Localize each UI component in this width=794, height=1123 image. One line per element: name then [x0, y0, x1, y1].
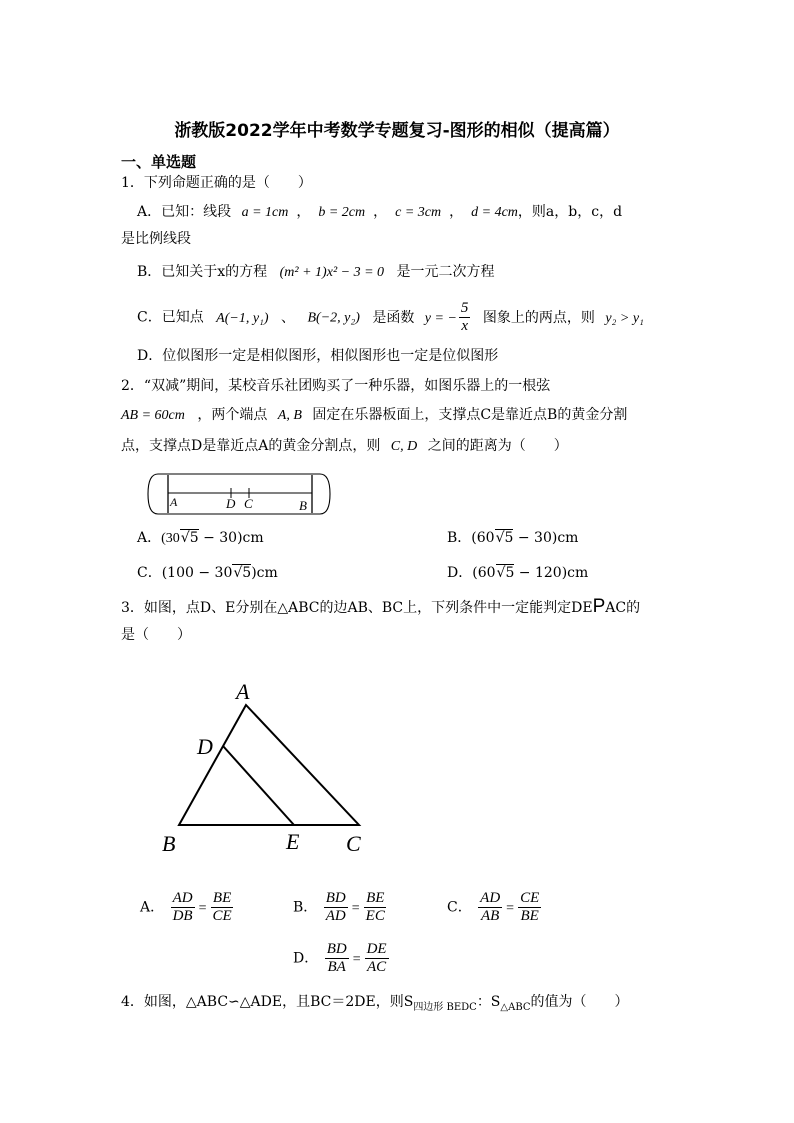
q3-option-c-num1: AD — [480, 890, 501, 906]
q2-option-a-end: − 30)cm — [198, 530, 264, 546]
q1-a-line2: 是比例线段 — [121, 231, 191, 247]
q3-option-d-label: D． — [293, 950, 319, 967]
q1-a-comma: ， — [296, 204, 311, 220]
q2-option-a-radical: √5 — [180, 530, 199, 546]
q1-c-prefix: C．已知点 — [137, 309, 204, 326]
q3-option-d-equals: = — [352, 951, 361, 967]
q1-b-prefix: B．已知关于x的方程 — [137, 264, 268, 280]
q3-option-c-den2: BE — [520, 908, 539, 924]
q3-option-d-frac1 — [325, 941, 349, 976]
q2-option-a-label: A． — [137, 530, 162, 546]
vertex-label-c: C — [346, 831, 361, 856]
q4-text-mid: ：S — [476, 994, 501, 1010]
section-heading: 一、单选题 — [121, 153, 197, 171]
q2-option-b-label: B． — [447, 530, 472, 546]
q3-option-d-num1: BD — [326, 941, 347, 957]
q3-option-a-frac1 — [171, 890, 195, 925]
q2-option-c-radicand: 5 — [242, 565, 252, 581]
q1-c-func-den: x — [461, 318, 468, 334]
q2-line2-end: 固定在乐器板面上，支撑点C是靠近点B的黄金分割 — [312, 407, 628, 423]
q3-option-d-frac2 — [365, 941, 389, 976]
point-label-e: E — [286, 829, 300, 854]
q2-option-b-radical: √5 — [495, 530, 514, 546]
q3-option-b-frac2 — [364, 890, 387, 925]
q3-line1-start: 3．如图，点D、E分别在△ABC的边AB、BC上，下列条件中一定能判定DE — [121, 600, 593, 616]
instrument-label-c: C — [244, 496, 253, 511]
q3-option-a-num1: AD — [172, 890, 193, 906]
parallel-symbol: P — [592, 596, 606, 617]
q1-a-seg1: a = 1cm — [241, 205, 289, 220]
q4-subscript-triangle: △ABC — [500, 1001, 531, 1013]
q1-a-prefix: A．已知：线段 — [137, 204, 232, 220]
q2-option-b-start: (60 — [471, 530, 495, 546]
q3-line1-end: AC的 — [605, 600, 641, 616]
segment-de — [223, 746, 294, 825]
q2-option-b-end: − 30)cm — [513, 530, 579, 546]
q3-option-a-den1: DB — [172, 908, 193, 924]
vertex-label-b: B — [162, 831, 176, 856]
q3-option-d-den1: BA — [327, 959, 346, 975]
q1-a-seg3: c = 3cm — [395, 205, 442, 220]
q1-b-suffix: 是一元二次方程 — [396, 264, 495, 280]
q1-c-mid: 是函数 — [372, 309, 415, 326]
q3-option-a-den2: CE — [212, 908, 232, 924]
q2-option-d-radical: √5 — [496, 565, 515, 581]
page-title: 浙教版2022学年中考数学专题复习-图形的相似（提高篇） — [174, 121, 620, 141]
q3-option-d-num2: DE — [366, 941, 387, 957]
q4-subscript-quad: 四边形 BEDC — [413, 1001, 477, 1013]
q3-option-d-den2: AC — [367, 959, 387, 975]
q2-option-d-end: − 120)cm — [514, 565, 589, 581]
triangle-figure — [150, 672, 380, 862]
q1-c-point-b: B(−2, y₂) — [307, 310, 360, 326]
q1-option-d: D．位似图形一定是相似图形，相似图形也一定是位似图形 — [137, 348, 499, 364]
q3-option-b-frac1 — [324, 890, 348, 925]
q2-option-c-radical: √5 — [233, 565, 252, 581]
q1-b-eq-rest: x² − 3 = 0 — [326, 265, 385, 280]
q3-option-c-equals: = — [506, 900, 515, 916]
q3-option-c-frac1 — [478, 890, 502, 925]
q2-option-c — [137, 562, 278, 582]
q3-option-c-label: C． — [447, 899, 472, 916]
q1-a-comma: ， — [373, 204, 388, 220]
q1-a-seg4: d = 4cm — [471, 205, 518, 220]
q2-ab-points: A, B — [277, 408, 302, 423]
q3-option-d — [293, 941, 391, 976]
q1-option-c — [137, 300, 644, 335]
q2-ab-length: AB = 60cm — [121, 408, 185, 423]
q2-line2-mid: ，两个端点 — [197, 407, 268, 423]
q3-option-a-label: A． — [140, 899, 165, 916]
q1-option-a — [137, 201, 622, 221]
q1-c-func-frac — [459, 300, 471, 335]
q2-option-d-start: (60 — [472, 565, 496, 581]
q2-line1: 2．“双减”期间，某校音乐社团购买了一种乐器，如图乐器上的一根弦 — [121, 378, 551, 394]
q3-option-b — [293, 890, 389, 925]
q2-option-b — [447, 527, 578, 547]
q3-option-a-num2: BE — [212, 890, 232, 906]
q3-option-b-num1: BD — [325, 890, 346, 906]
q2-option-a-start: (30 — [161, 531, 180, 546]
q3-option-b-num2: BE — [366, 890, 385, 906]
q3-option-c-den1: AB — [481, 908, 500, 924]
instrument-figure — [144, 470, 334, 518]
q2-option-d-radicand: 5 — [505, 565, 515, 581]
q4-text-start: 4．如图，△ABC∽△ADE，且BC＝2DE，则S — [121, 994, 414, 1010]
q3-option-c-num2: CE — [520, 890, 540, 906]
q2-line3 — [121, 435, 568, 455]
q4-text-end: 的值为（ ） — [530, 994, 629, 1010]
q1-c-mid2: 图象上的两点，则 — [482, 309, 595, 326]
q1-stem: 1．下列命题正确的是（ ） — [121, 175, 312, 191]
q1-c-func-num: 5 — [460, 300, 469, 316]
q3-option-b-equals: = — [351, 900, 360, 916]
q1-c-func-lhs: y = − — [424, 310, 457, 326]
q3-option-b-den1: AD — [325, 908, 346, 924]
q2-line3-end: 之间的距离为（ ） — [427, 438, 568, 454]
triangle-abc — [179, 705, 359, 825]
q3-option-c-frac2 — [518, 890, 541, 925]
q3-option-b-den2: EC — [365, 908, 385, 924]
point-label-d: D — [197, 734, 213, 759]
q1-c-sep: 、 — [281, 309, 296, 326]
q2-option-c-start: (100 − 30 — [161, 565, 233, 581]
q2-option-a — [137, 527, 264, 547]
q2-cd-points: C, D — [390, 439, 418, 454]
q1-option-b — [137, 261, 495, 281]
vertex-label-a: A — [236, 679, 250, 704]
q1-c-ineq: y₂ > y₁ — [605, 310, 644, 326]
q2-option-d — [447, 562, 588, 582]
instrument-label-d: D — [226, 496, 236, 511]
q2-option-b-radicand: 5 — [504, 530, 514, 546]
instrument-label-b: B — [299, 498, 307, 513]
q3-line2: 是（ ） — [121, 627, 191, 643]
q1-a-suffix: ，则a，b，c，d — [517, 204, 623, 220]
q1-a-seg2: b = 2cm — [318, 205, 366, 220]
q4-stem — [121, 991, 629, 1013]
q1-b-eq-paren: (m² + 1) — [279, 265, 327, 280]
q3-option-a — [140, 890, 236, 925]
q2-line2 — [121, 404, 627, 424]
q2-option-c-label: C． — [137, 565, 162, 581]
q2-option-a-radicand: 5 — [189, 530, 199, 546]
q2-line3-start: 点，支撑点D是靠近点A的黄金分割点，则 — [121, 438, 381, 454]
q3-option-b-label: B． — [293, 899, 318, 916]
q1-a-comma: ， — [449, 204, 464, 220]
q3-option-c — [447, 890, 543, 925]
q2-option-d-label: D． — [447, 565, 473, 581]
q3-option-a-frac2 — [210, 890, 233, 925]
q1-c-point-a: A(−1, y₁) — [216, 310, 269, 326]
q3-line1 — [121, 596, 640, 618]
instrument-label-a: A — [170, 495, 178, 509]
q2-option-c-end: )cm — [251, 565, 278, 581]
q3-option-a-equals: = — [198, 900, 207, 916]
